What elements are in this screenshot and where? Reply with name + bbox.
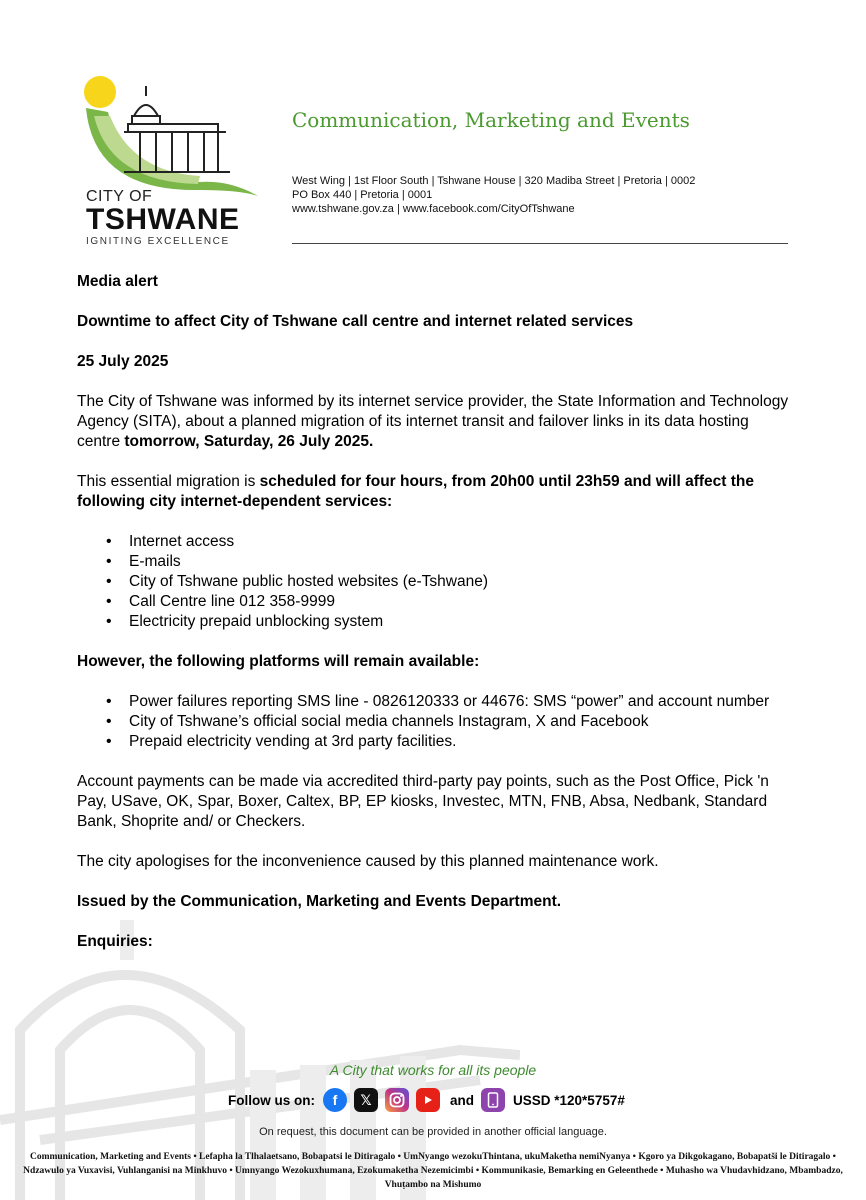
available-heading: However, the following platforms will remain available: (77, 653, 480, 670)
social-follow-bar (228, 1085, 625, 1115)
list-item: • Power failures reporting SMS line - 0826120333 or 44676: SMS “power” and account number (77, 692, 789, 712)
alert-type: Media alert (77, 273, 158, 290)
list-item: • Electricity prepaid unblocking system (77, 612, 789, 632)
mobile-glyph-icon (487, 1092, 499, 1108)
x-icon[interactable]: 𝕏 (354, 1088, 378, 1112)
address-line: PO Box 440 | Pretoria | 0001 (292, 189, 433, 201)
address-block (292, 174, 695, 216)
list-item: • Prepaid electricity vending at 3rd party facilities. (77, 732, 789, 752)
youtube-icon[interactable] (416, 1088, 440, 1112)
list-item: • City of Tshwane public hosted websites (e-Tshwane) (77, 572, 789, 592)
instagram-icon[interactable] (385, 1088, 409, 1112)
and-label: and (450, 1092, 475, 1108)
alert-headline: Downtime to affect City of Tshwane call centre and internet related services (77, 313, 634, 330)
list-item: • Call Centre line 012 358-9999 (77, 592, 789, 612)
follow-label: Follow us on: (228, 1092, 315, 1108)
issued-by: Issued by the Communication, Marketing and Events Department. (77, 893, 562, 910)
list-item: • City of Tshwane’s official social media channels Instagram, X and Facebook (77, 712, 789, 732)
city-slogan: A City that works for all its people (329, 1062, 537, 1078)
paragraph-intro-text: The City of Tshwane was informed by its internet service provider, the State Information and Technology Agency (SITA), about a planned migration of its internet transit and failover links in its data hosting centre (77, 393, 789, 450)
list-item: • Internet access (77, 532, 789, 552)
paragraph-intro (77, 392, 789, 452)
paragraph-migration-bold: scheduled for four hours, from 20h00 until 23h59 and will affect the following city internet-dependent services: (77, 473, 754, 510)
alert-body (77, 272, 789, 952)
header-divider (292, 243, 788, 244)
ussd-code: USSD *120*5757# (513, 1092, 625, 1108)
play-glyph-icon (422, 1094, 434, 1106)
address-line: West Wing | 1st Floor South | Tshwane House | 320 Madiba Street | Pretoria | 0002 (292, 175, 696, 187)
paragraph-apology: The city apologises for the inconvenience caused by this planned maintenance work. (77, 853, 659, 870)
paragraph-migration-text: This essential migration is (77, 473, 260, 490)
logo-text-city-of: CITY OF (86, 188, 153, 205)
language-request-note: On request, this document can be provided in another official language. (259, 1126, 607, 1138)
paragraph-payments: Account payments can be made via accredited third-party pay points, such as the Post Office, Pick 'n Pay, USave, OK, Spar, Boxer, Caltex, BP, EP kiosks, Investec, MTN, FNB, Absa, Nedbank, Standard Bank, Shoprite and/ or Checkers. (77, 773, 769, 830)
instagram-glyph-icon (389, 1092, 405, 1108)
available-platforms-list (77, 692, 789, 752)
paragraph-intro-bold: tomorrow, Saturday, 26 July 2025. (124, 433, 374, 450)
alert-date: 25 July 2025 (77, 353, 169, 370)
logo-tagline: IGNITING EXCELLENCE (86, 236, 230, 247)
phone-icon (481, 1088, 505, 1112)
logo-text-tshwane: TSHWANE (86, 203, 240, 236)
department-names-multilingual: Communication, Marketing and Events • Lefapha la Tlhalaetsano, Bobapatsi le Ditiragalo • UmNyango wezokuThintana, ukuMaketha nemiNyanya • Kgoro ya Dikgokagano, Bobapatši le Ditiragalo • Ndzawulo ya Vuxavisi, Vuhlanganisi na Minkhuvo • Umnyango Wezokuxhumana, Ezokumaketha Nezemicimbi • Kommunikasie, Bemarking en Geleenthede • Muhasho wa Vhudavhidzano, Mbambadzo, Vhuṭambo na Mishumo (23, 1152, 843, 1190)
address-line: www.tshwane.gov.za | www.facebook.com/CityOfTshwane (292, 203, 575, 215)
facebook-icon[interactable]: f (323, 1088, 347, 1112)
enquiries-label: Enquiries: (77, 933, 153, 950)
list-item: • E-mails (77, 552, 789, 572)
affected-services-list (77, 532, 789, 632)
paragraph-migration (77, 472, 789, 512)
department-title: Communication, Marketing and Events (292, 108, 690, 132)
